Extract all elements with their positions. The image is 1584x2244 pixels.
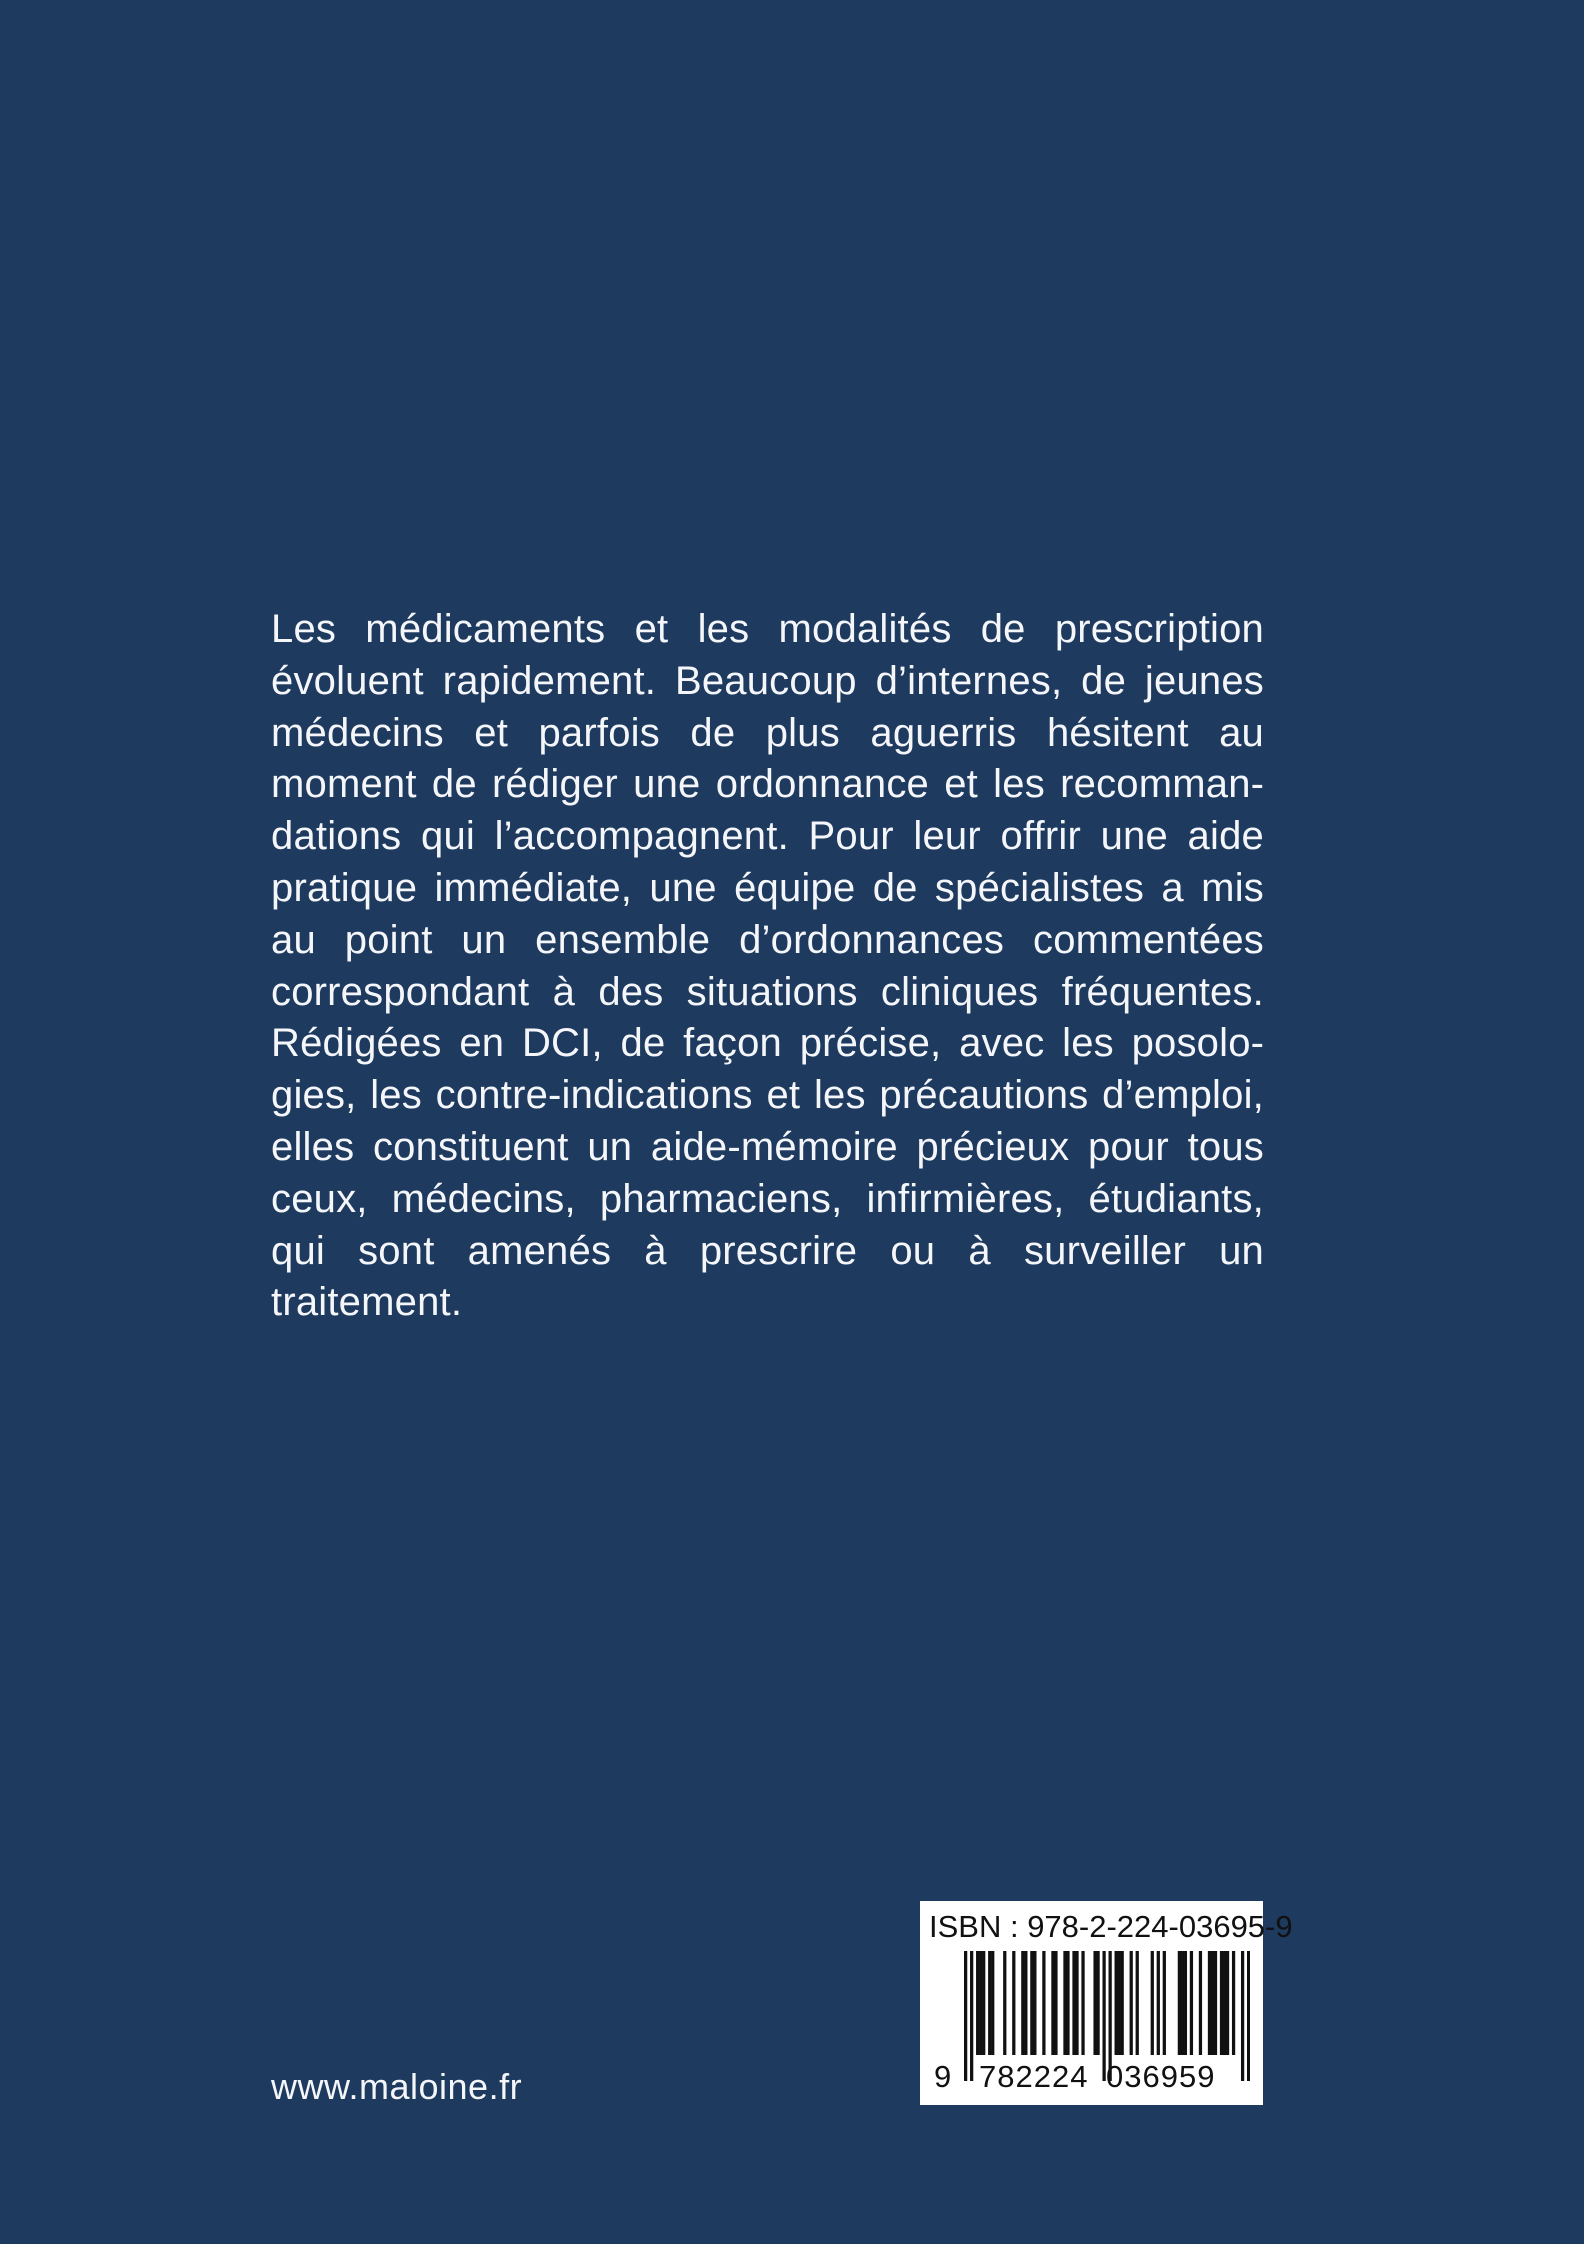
barcode-bar: [1033, 1951, 1036, 2055]
isbn-barcode-block: [920, 1901, 1293, 2105]
barcode-bar: [1054, 1951, 1057, 2055]
barcode-bar: [1072, 1951, 1075, 2055]
barcode-bar: [1178, 1951, 1181, 2055]
barcode-bar: [1163, 1951, 1166, 2055]
barcode-lead-digit: 9: [934, 2059, 952, 2094]
barcode-bar: [991, 1951, 994, 2055]
barcode-bar: [1096, 1951, 1099, 2055]
isbn-label: ISBN : 978-2-224-03695-9: [929, 1909, 1293, 1944]
barcode-bar: [979, 1951, 982, 2055]
barcode-bar: [1051, 1951, 1054, 2055]
barcode-bar: [1223, 1951, 1226, 2055]
barcode-bar: [1136, 1951, 1139, 2055]
back-cover-blurb: Les médicaments et les modalités de prescription évoluent rapidement. Beaucoup d’internes, de jeunes médecins et parfois de plus aguerris hésitent au moment de rédiger une ordonnance et les recommandations qui l’accompagnent. Pour leur offrir une aide pratique immédiate, une équipe de spécialistes a mis au point un ensemble d’ordonnances commentées correspondant à des situations cliniques fréquentes. Rédigées en DCI, de façon précise, avec les posologies, les contre-indications et les précautions d’emploi, elles constituent un aide-mémoire précieux pour tous ceux, médecins, pharmaciens, infirmières, étudiants, qui sont amenés à prescrire ou à surveiller un traitement.: [271, 607, 1264, 1325]
barcode-bar: [988, 1951, 991, 2055]
barcode-bar: [1003, 1951, 1006, 2055]
barcode-bar: [1042, 1951, 1045, 2055]
barcode-bar: [1063, 1951, 1066, 2055]
barcode-bar: [1130, 1951, 1133, 2055]
barcode-guard-bar: [970, 1951, 973, 2081]
publisher-website: www.maloine.fr: [271, 2066, 523, 2107]
barcode-left-digits: 782224: [979, 2059, 1089, 2094]
barcode-bar: [976, 1951, 979, 2055]
barcode-guard-bar: [964, 1951, 967, 2081]
barcode-bar: [1226, 1951, 1229, 2055]
barcode-bar: [1232, 1951, 1235, 2055]
barcode-bar: [1199, 1951, 1202, 2055]
barcode-bar: [1115, 1951, 1118, 2055]
barcode-bar: [1081, 1951, 1084, 2055]
barcode-bar: [1118, 1951, 1121, 2055]
barcode-bar: [1214, 1951, 1217, 2055]
barcode-bar: [1157, 1951, 1160, 2055]
barcode-bar: [1190, 1951, 1193, 2055]
barcode-bar: [1208, 1951, 1211, 2055]
barcode-guard-bar: [1241, 1951, 1244, 2081]
barcode-right-digits: 036959: [1106, 2059, 1216, 2094]
barcode-bar: [1075, 1951, 1078, 2055]
barcode-bar: [1181, 1951, 1184, 2055]
barcode-bar: [982, 1951, 985, 2055]
barcode-bar: [1024, 1951, 1027, 2055]
barcode-bar: [1121, 1951, 1124, 2055]
barcode-bar: [1151, 1951, 1154, 2055]
barcode-bar: [1066, 1951, 1069, 2055]
barcode-bar: [1030, 1951, 1033, 2055]
barcode-bar: [1211, 1951, 1214, 2055]
barcode-bar: [1220, 1951, 1223, 2055]
barcode-bar: [1184, 1951, 1187, 2055]
barcode-bar: [1012, 1951, 1015, 2055]
barcode-bar: [1021, 1951, 1024, 2055]
barcode-guard-bar: [1247, 1951, 1250, 2081]
barcode-bar: [1093, 1951, 1096, 2055]
